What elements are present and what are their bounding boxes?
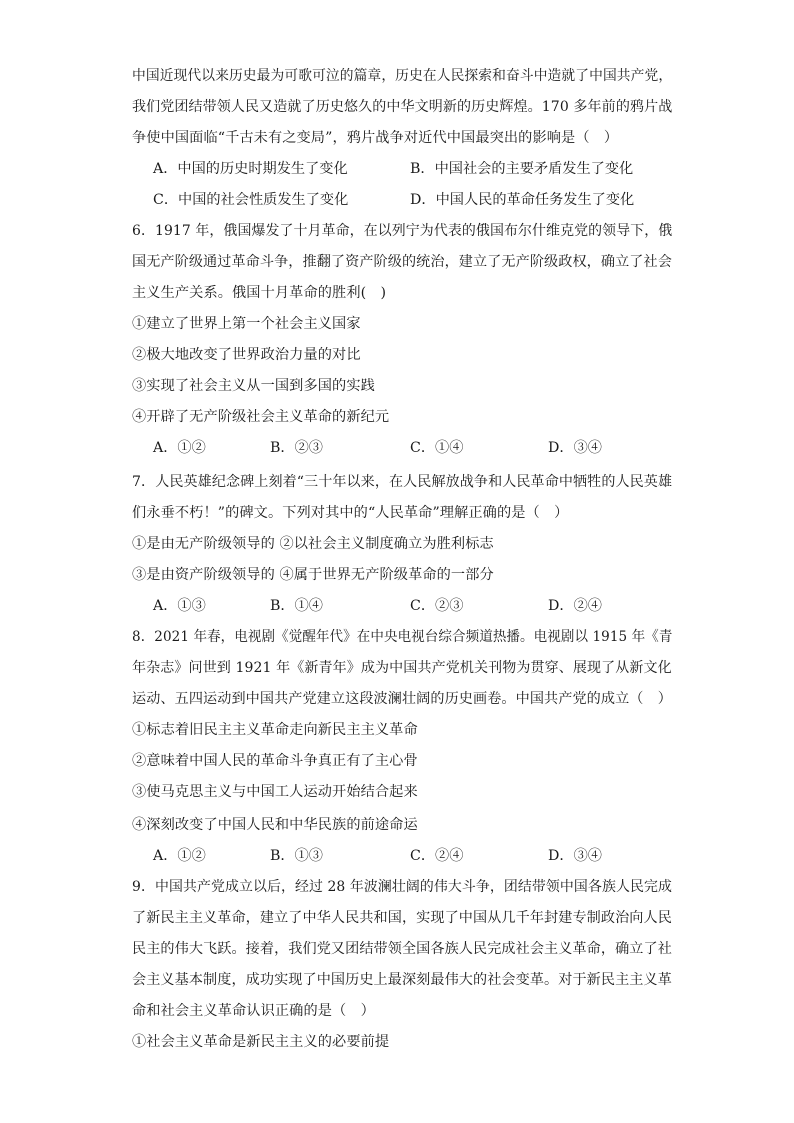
q8-statement-4: ④深刻改变了中国人民和中华民族的前途命运 (132, 817, 418, 833)
q5-text-line: 争使中国面临“千古未有之变局”，鸦片战争对近代中国最突出的影响是（ ） (132, 130, 619, 146)
q5-option-b: B．中国社会的主要矛盾发生了变化 (410, 161, 634, 177)
q6-text-line: 国无产阶级通过革命斗争，推翻了资产阶级的统治，建立了无产阶级政权，确立了社会 (132, 254, 672, 270)
q6-statement-3: ③实现了社会主义从一国到多国的实践 (132, 378, 375, 394)
q5-option-c: C．中国的社会性质发生了变化 (153, 192, 349, 208)
q8-statement-2: ②意味着中国人民的革命斗争真正有了主心骨 (132, 753, 418, 769)
q5-text-line: 我们党团结带领人民又造就了历史悠久的中华文明新的历史辉煌。170 多年前的鸦片战 (132, 99, 673, 115)
q6-option-d: D．③④ (548, 440, 602, 456)
q8-text-line: 运动、五四运动到中国共产党建立这段波澜壮阔的历史画卷。中国共产党的成立（ ） (132, 691, 672, 707)
q7-text-line: 7．人民英雄纪念碑上刻着“三十年以来，在人民解放战争和人民革命中牺牲的人民英雄 (132, 474, 673, 490)
q6-option-a: A．①② (153, 440, 206, 456)
q9-text-line: 了新民主主义革命，建立了中华人民共和国，实现了中国从几千年封建专制政治向人民 (132, 910, 672, 926)
q6-statement-4: ④开辟了无产阶级社会主义革命的新纪元 (132, 409, 390, 425)
q7-option-b: B．①④ (270, 598, 323, 614)
q8-option-b: B．①③ (270, 848, 323, 864)
q9-text-line: 民主的伟大飞跃。接着，我们党又团结带领全国各族人民完成社会主义革命，确立了社 (132, 941, 672, 957)
q6-statement-1: ①建立了世界上第一个社会主义国家 (132, 316, 361, 332)
q8-option-a: A．①② (153, 848, 206, 864)
q8-option-c: C．②④ (410, 848, 464, 864)
q7-option-c: C．②③ (410, 598, 464, 614)
q6-option-c: C．①④ (410, 440, 464, 456)
q8-text-line: 8．2021 年春，电视剧《觉醒年代》在中央电视台综合频道热播。电视剧以 1915 年《青 (132, 629, 673, 645)
q6-statement-2: ②极大地改变了世界政治力量的对比 (132, 347, 361, 363)
q5-text-line: 中国近现代以来历史最为可歌可泣的篇章，历史在人民探索和奋斗中造就了中国共产党， (132, 68, 673, 84)
q8-option-d: D．③④ (548, 848, 602, 864)
q7-statements-1-2: ①是由无产阶级领导的 ②以社会主义制度确立为胜利标志 (132, 536, 494, 552)
q7-text-line: 们永垂不朽！”的碑文。下列对其中的“人民革命”理解正确的是（ ） (132, 505, 569, 521)
q5-option-d: D．中国人民的革命任务发生了变化 (410, 192, 635, 208)
q9-text-line: 会主义基本制度，成功实现了中国历史上最深刻最伟大的社会变革。对于新民主主义革 (132, 972, 672, 988)
q8-statement-3: ③使马克思主义与中国工人运动开始结合起来 (132, 784, 418, 800)
q7-option-a: A．①③ (153, 598, 206, 614)
q9-text-line: 命和社会主义革命认识正确的是（ ） (132, 1003, 375, 1019)
q6-option-b: B．②③ (270, 440, 323, 456)
q6-text-line: 主义生产关系。俄国十月革命的胜利( ) (132, 285, 387, 301)
q8-text-line: 年杂志》问世到 1921 年《新青年》成为中国共产党机关刊物为贯穿、展现了从新文化 (132, 660, 672, 676)
q9-text-line: 9．中国共产党成立以后，经过 28 年波澜壮阔的伟大斗争，团结带领中国各族人民完成 (132, 879, 672, 895)
q7-option-d: D．②④ (548, 598, 602, 614)
q7-statements-3-4: ③是由资产阶级领导的 ④属于世界无产阶级革命的一部分 (132, 567, 494, 583)
q5-option-a: A．中国的历史时期发生了变化 (153, 161, 348, 177)
q6-text-line: 6．1917 年，俄国爆发了十月革命，在以列宁为代表的俄国布尔什维克党的领导下，俄 (132, 223, 673, 239)
q9-statement-1: ①社会主义革命是新民主主义的必要前提 (132, 1034, 390, 1050)
q8-statement-1: ①标志着旧民主主义革命走向新民主主义革命 (132, 722, 418, 738)
